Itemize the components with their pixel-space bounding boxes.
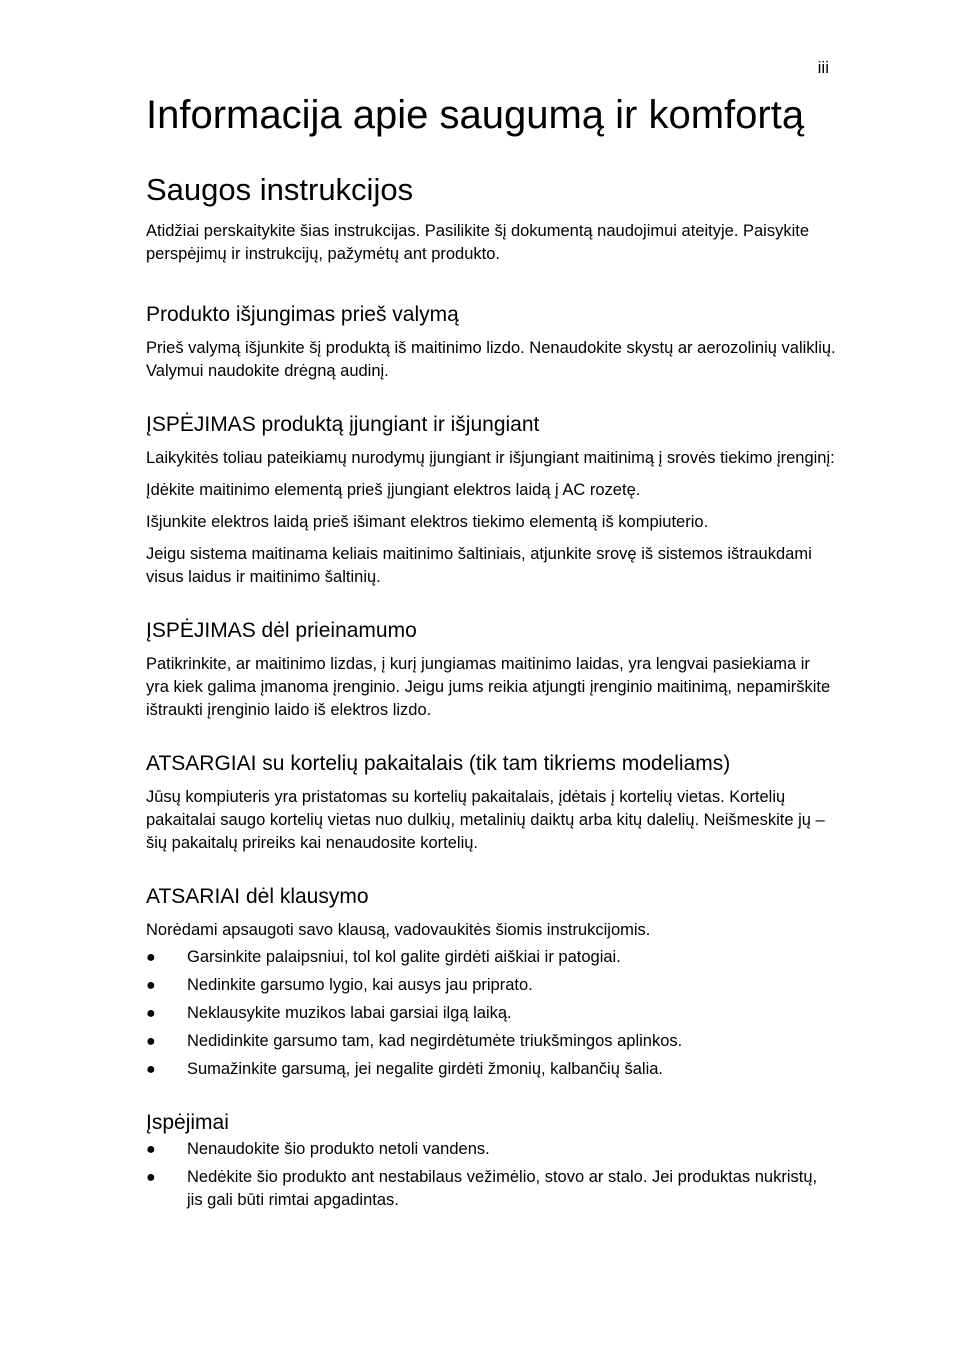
list-item: ● Nedinkite garsumo lygio, kai ausys jau priprato. — [146, 974, 836, 997]
section-heading: Produkto išjungimas prieš valymą — [146, 303, 459, 326]
intro-paragraph: Atidžiai perskaitykite šias instrukcijas. Pasilikite šį dokumentą naudojimui ateityje. Paisykite perspėjimų ir instrukcijų, pažymėtų ant produkto. — [146, 222, 810, 263]
paragraph: Įdėkite maitinimo elementą prieš įjungiant elektros laidą į AC rozetę. — [146, 481, 641, 499]
bullet-list — [146, 946, 836, 1081]
list-item: ● Garsinkite palaipsniui, tol kol galite girdėti aiškiai ir patogiai. — [146, 946, 836, 969]
section-hearing — [146, 884, 836, 1081]
bullet-list — [146, 1138, 836, 1212]
section-heading: ATSARGIAI su kortelių pakaitalais (tik tam tikriems modeliams) — [146, 752, 731, 775]
list-item: ● Neklausykite muzikos labai garsiai ilgą laiką. — [146, 1002, 836, 1025]
section-heading: Įspėjimai — [146, 1111, 229, 1134]
bullet-icon: ● — [146, 1005, 156, 1022]
list-item: ● Sumažinkite garsumą, jei negalite girdėti žmonių, kalbančių šalia. — [146, 1058, 836, 1081]
bullet-icon: ● — [146, 1061, 156, 1078]
bullet-icon: ● — [146, 1033, 156, 1050]
bullet-icon: ● — [146, 977, 156, 994]
page-title: Informacija apie saugumą ir komfortą — [146, 93, 805, 137]
list-item: ● Nedidinkite garsumo tam, kad negirdėtumėte triukšmingos aplinkos. — [146, 1030, 836, 1053]
section-heading: ĮSPĖJIMAS dėl prieinamumo — [146, 619, 417, 642]
section-card-dummies — [146, 751, 836, 855]
section-power-warning — [146, 412, 836, 589]
paragraph: Patikrinkite, ar maitinimo lizdas, į kurį jungiamas maitinimo laidas, yra lengvai pasiekiama ir yra kiek galima įmanoma įrenginio. Jeigu jums reikia atjungti įrenginio maitinimą, nepamirškite ištraukti įrenginio laido iš elektros lizdo. — [146, 655, 831, 719]
paragraph: Išjunkite elektros laidą prieš išimant elektros tiekimo elementą iš kompiuterio. — [146, 513, 709, 531]
document-body — [146, 90, 836, 1217]
section-title: Saugos instrukcijos — [146, 172, 414, 207]
paragraph: Norėdami apsaugoti savo klausą, vadovaukitės šiomis instrukcijomis. — [146, 921, 651, 939]
list-item: ● Nedėkite šio produkto ant nestabilaus vežimėlio, stovo ar stalo. Jei produktas nukristų, jis gali būti rimtai apgadintas. — [146, 1168, 818, 1209]
section-product-cleaning — [146, 302, 836, 383]
section-warnings — [146, 1110, 836, 1212]
bullet-icon: ● — [146, 1141, 156, 1158]
section-accessibility-warning — [146, 618, 836, 722]
bullet-icon: ● — [146, 1169, 156, 1186]
paragraph: Laikykitės toliau pateikiamų nurodymų įjungiant ir išjungiant maitinimą į srovės tiekimo įrenginį: — [146, 449, 835, 467]
paragraph: Jūsų kompiuteris yra pristatomas su kortelių pakaitalais, įdėtais į kortelių vietas. Kortelių pakaitalai saugo kortelių vietas nuo dulkių, metalinių daiktų arba kitų dalelių. Neišmeskite jų – šių pakaitalų prireiks kai nenaudosite kortelių. — [146, 788, 825, 852]
list-item: ● Nenaudokite šio produkto netoli vandens. — [146, 1138, 836, 1161]
paragraph: Prieš valymą išjunkite šį produktą iš maitinimo lizdo. Nenaudokite skystų ar aerozolinių valiklių. Valymui naudokite drėgną audinį. — [146, 339, 836, 380]
section-heading: ATSARIAI dėl klausymo — [146, 885, 369, 908]
paragraph: Jeigu sistema maitinama keliais maitinimo šaltiniais, atjunkite srovę iš sistemos ištraukdami visus laidus ir maitinimo šaltinių. — [146, 545, 812, 586]
bullet-icon: ● — [146, 949, 156, 966]
section-heading: ĮSPĖJIMAS produktą įjungiant ir išjungiant — [146, 413, 540, 436]
page-number: iii — [817, 58, 829, 77]
